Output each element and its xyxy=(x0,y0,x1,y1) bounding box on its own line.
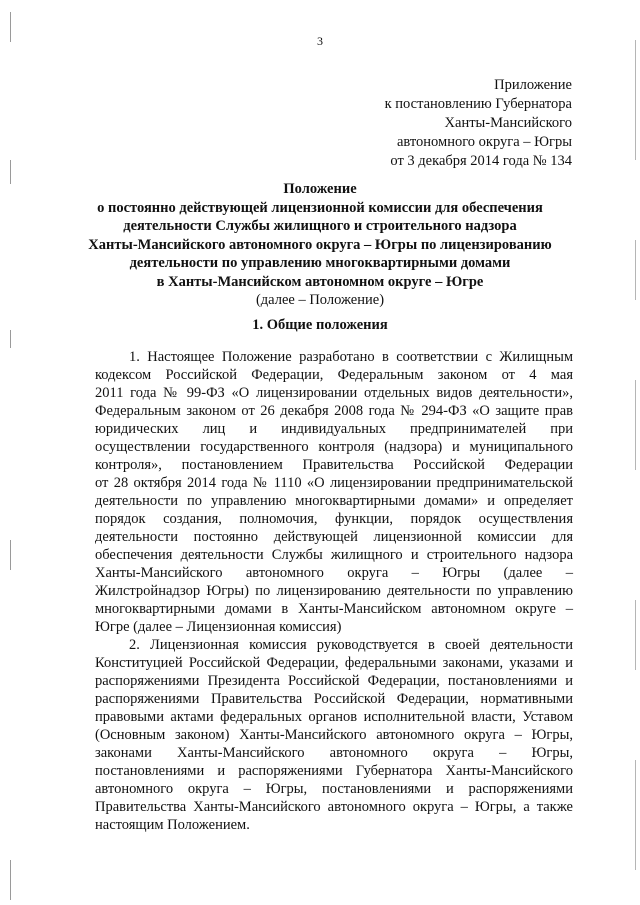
paragraph-line: Ханты-Мансийского автономного округа – Югры (далее – xyxy=(95,565,573,581)
paragraph-1 xyxy=(95,348,573,636)
paragraph-line: Жилстройнадзор Югры) по лицензированию деятельности по управлению xyxy=(95,583,573,599)
scan-mark xyxy=(10,160,11,184)
paragraph-line: 2011 года № 99-ФЗ «О лицензировании отдельных видов деятельности», xyxy=(95,385,573,401)
paragraph-line: правовыми актами федеральных органов исполнительной власти, Уставом xyxy=(95,709,573,725)
paragraph-line: автономного округа – Югры, постановлениями и распоряжениями xyxy=(95,781,573,797)
paragraph-line: 2. Лицензионная комиссия руководствуется в своей деятельности xyxy=(129,637,573,653)
paragraph-line: от 28 октября 2014 года № 1110 «О лицензировании предпринимательской xyxy=(95,475,573,491)
scan-mark xyxy=(635,40,636,160)
title-line: Положение xyxy=(283,181,357,197)
paragraph-line: осуществлении государственного контроля (надзора) и муниципального xyxy=(95,439,573,455)
appendix-line: автономного округа – Югры xyxy=(396,134,572,150)
title-line: о постоянно действующей лицензионной комиссии для обеспечения xyxy=(97,199,543,216)
paragraph-line: распоряжениями Президента Российской Федерации, постановлениями и xyxy=(95,673,573,689)
appendix-line: к постановлению Губернатора xyxy=(384,96,572,112)
title-line: деятельности по управлению многоквартирными домами xyxy=(129,255,511,271)
scan-mark xyxy=(635,760,636,870)
paragraph-line: кодексом Российской Федерации, Федеральным законом от 4 мая xyxy=(95,367,573,383)
paragraph-line: юридических лиц и индивидуальных предпринимателей при xyxy=(95,421,573,437)
paragraph-line: распоряжениями Правительства Российской Федерации, нормативными xyxy=(95,691,573,707)
scan-mark xyxy=(10,330,11,348)
scan-mark xyxy=(10,540,11,570)
scan-mark xyxy=(635,240,636,300)
paragraph-line: многоквартирными домами в Ханты-Мансийском автономном округе – xyxy=(95,601,573,617)
appendix-line: Приложение xyxy=(494,77,572,93)
title-subtitle: (далее – Положение) xyxy=(255,292,385,308)
paragraph-line: деятельности по управлению многоквартирными домами» и определяет xyxy=(95,493,573,509)
scan-margin-marks xyxy=(10,0,12,905)
paragraph-line: 1. Настоящее Положение разработано в соответствии с Жилищным xyxy=(129,349,573,365)
paragraph-line: обеспечения деятельности Службы жилищного и строительного надзора xyxy=(95,547,573,563)
document-title xyxy=(60,180,580,310)
title-line: в Ханты-Мансийском автономном округе – Югре xyxy=(156,273,484,290)
scan-mark xyxy=(10,12,11,42)
appendix-block xyxy=(385,76,572,171)
paragraph-line: Югре (далее – Лицензионная комиссия) xyxy=(95,619,342,635)
paragraph-line: деятельности постоянно действующей лицензионной комиссии для xyxy=(95,529,573,545)
page-number: 3 xyxy=(317,34,323,48)
scan-mark xyxy=(10,860,11,900)
paragraph-line: постановлениями и распоряжениями Губернатора Ханты-Мансийского xyxy=(95,763,573,779)
paragraph-line: настоящим Положением. xyxy=(95,817,250,833)
title-line: Ханты-Мансийского автономного округа – Югры по лицензированию xyxy=(88,236,552,253)
section-heading: 1. Общие положения xyxy=(252,317,388,333)
appendix-line: от 3 декабря 2014 года № 134 xyxy=(390,153,572,169)
scan-edge-marks xyxy=(635,0,637,905)
paragraph-line: (Основным законом) Ханты-Мансийского автономного округа – Югры, xyxy=(95,727,573,743)
paragraph-line: законами Ханты-Мансийского автономного округа – Югры, xyxy=(95,745,573,761)
paragraph-2 xyxy=(95,636,573,834)
paragraph-line: Конституцией Российской Федерации, федеральными законами, указами и xyxy=(95,655,573,671)
body-text xyxy=(95,348,573,834)
paragraph-line: Правительства Ханты-Мансийского автономного округа – Югры, а также xyxy=(95,799,573,815)
scan-mark xyxy=(635,380,636,470)
paragraph-line: порядок создания, полномочия, функции, порядок осуществления xyxy=(95,511,573,527)
paragraph-line: Федеральным законом от 26 декабря 2008 года № 294-ФЗ «О защите прав xyxy=(95,403,573,419)
appendix-line: Ханты-Мансийского xyxy=(444,115,572,131)
title-line: деятельности Службы жилищного и строительного надзора xyxy=(123,218,517,234)
paragraph-line: контроля», постановлением Правительства Российской Федерации xyxy=(95,457,573,473)
scan-mark xyxy=(635,600,636,670)
